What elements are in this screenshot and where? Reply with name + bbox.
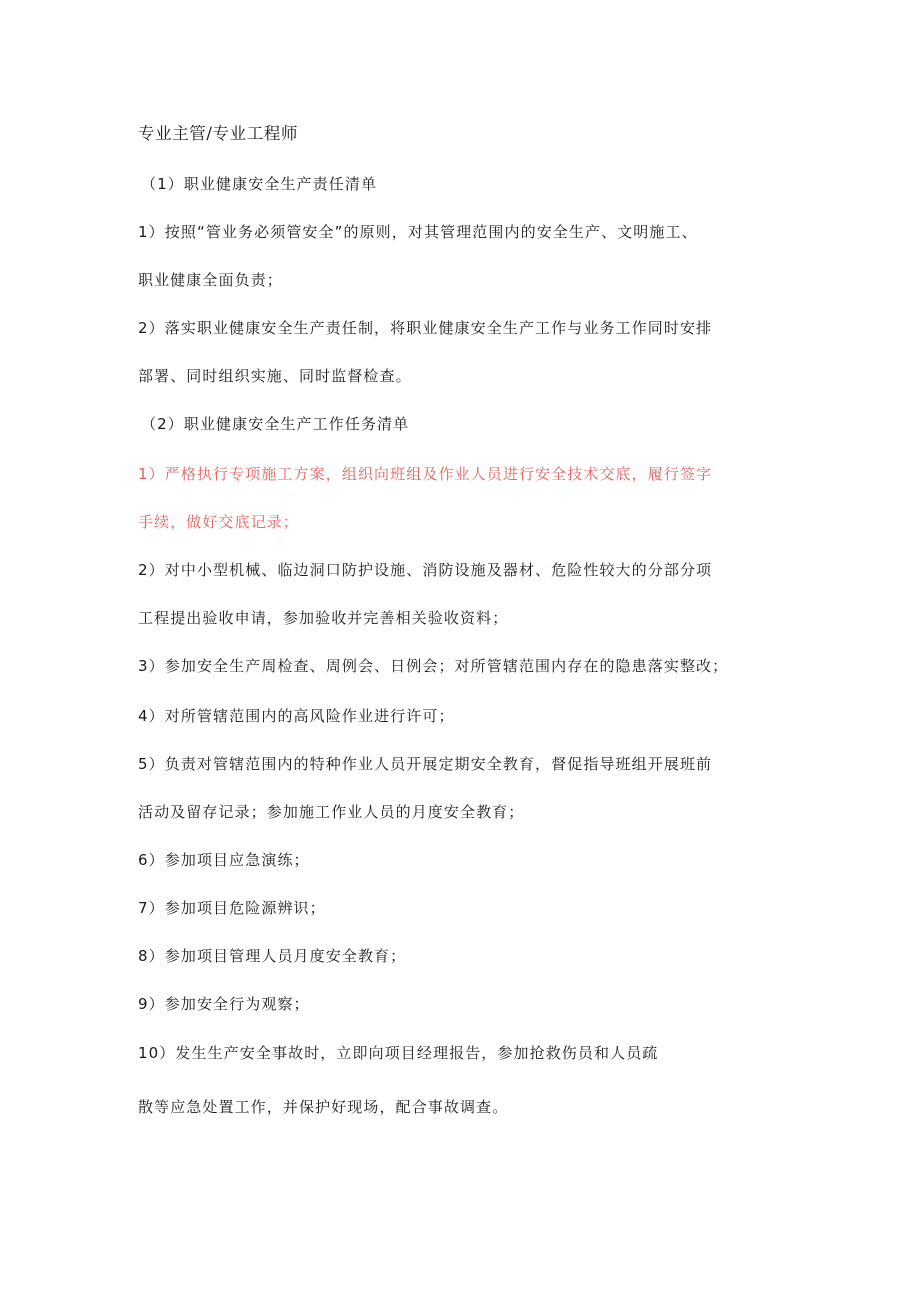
list-item-1-1-line-2: 职业健康全面负责； bbox=[138, 271, 283, 289]
list-item-2-2-line-2: 工程提出验收申请，参加验收并完善相关验收资料； bbox=[138, 609, 509, 627]
highlighted-list-item-line-1: 1）严格执行专项施工方案，组织向班组及作业人员进行安全技术交底，履行签字 bbox=[138, 465, 713, 483]
list-item-2-10-line-1: 10）发生生产安全事故时，立即向项目经理报告，参加抢救伤员和人员疏 bbox=[138, 1044, 659, 1062]
highlighted-list-item-line-2: 手续，做好交底记录； bbox=[138, 513, 300, 531]
list-item-2-7: 7）参加项目危险源辨识； bbox=[138, 899, 326, 917]
list-item-2-10-line-2: 散等应急处置工作，并保护好现场，配合事故调查。 bbox=[138, 1098, 509, 1116]
list-item-1-2-line-1: 2）落实职业健康安全生产责任制，将职业健康安全生产工作与业务工作同时安排 bbox=[138, 319, 713, 337]
list-item-2-3: 3）参加安全生产周检查、周例会、日例会；对所管辖范围内存在的隐患落实整改； bbox=[138, 657, 729, 675]
list-item-2-5-line-1: 5）负责对管辖范围内的特种作业人员开展定期安全教育，督促指导班组开展班前 bbox=[138, 755, 713, 773]
list-item-2-4: 4）对所管辖范围内的高风险作业进行许可； bbox=[138, 707, 455, 725]
list-item-2-2-line-1: 2）对中小型机械、临边洞口防护设施、消防设施及器材、危险性较大的分部分项 bbox=[138, 561, 713, 579]
list-item-2-9: 9）参加安全行为观察； bbox=[138, 995, 310, 1013]
list-item-1-2-line-2: 部署、同时组织实施、同时监督检查。 bbox=[138, 367, 412, 385]
list-item-2-5-line-2: 活动及留存记录；参加施工作业人员的月度安全教育； bbox=[138, 803, 525, 821]
section-heading-2: （2）职业健康安全生产工作任务清单 bbox=[141, 415, 410, 433]
list-item-2-6: 6）参加项目应急演练； bbox=[138, 851, 310, 869]
page-title: 专业主管/专业工程师 bbox=[138, 124, 299, 143]
list-item-1-1-line-1: 1）按照“管业务必须管安全”的原则，对其管理范围内的安全生产、文明施工、 bbox=[138, 223, 698, 241]
section-heading-1: （1）职业健康安全生产责任清单 bbox=[141, 175, 378, 193]
list-item-2-8: 8）参加项目管理人员月度安全教育； bbox=[138, 947, 407, 965]
